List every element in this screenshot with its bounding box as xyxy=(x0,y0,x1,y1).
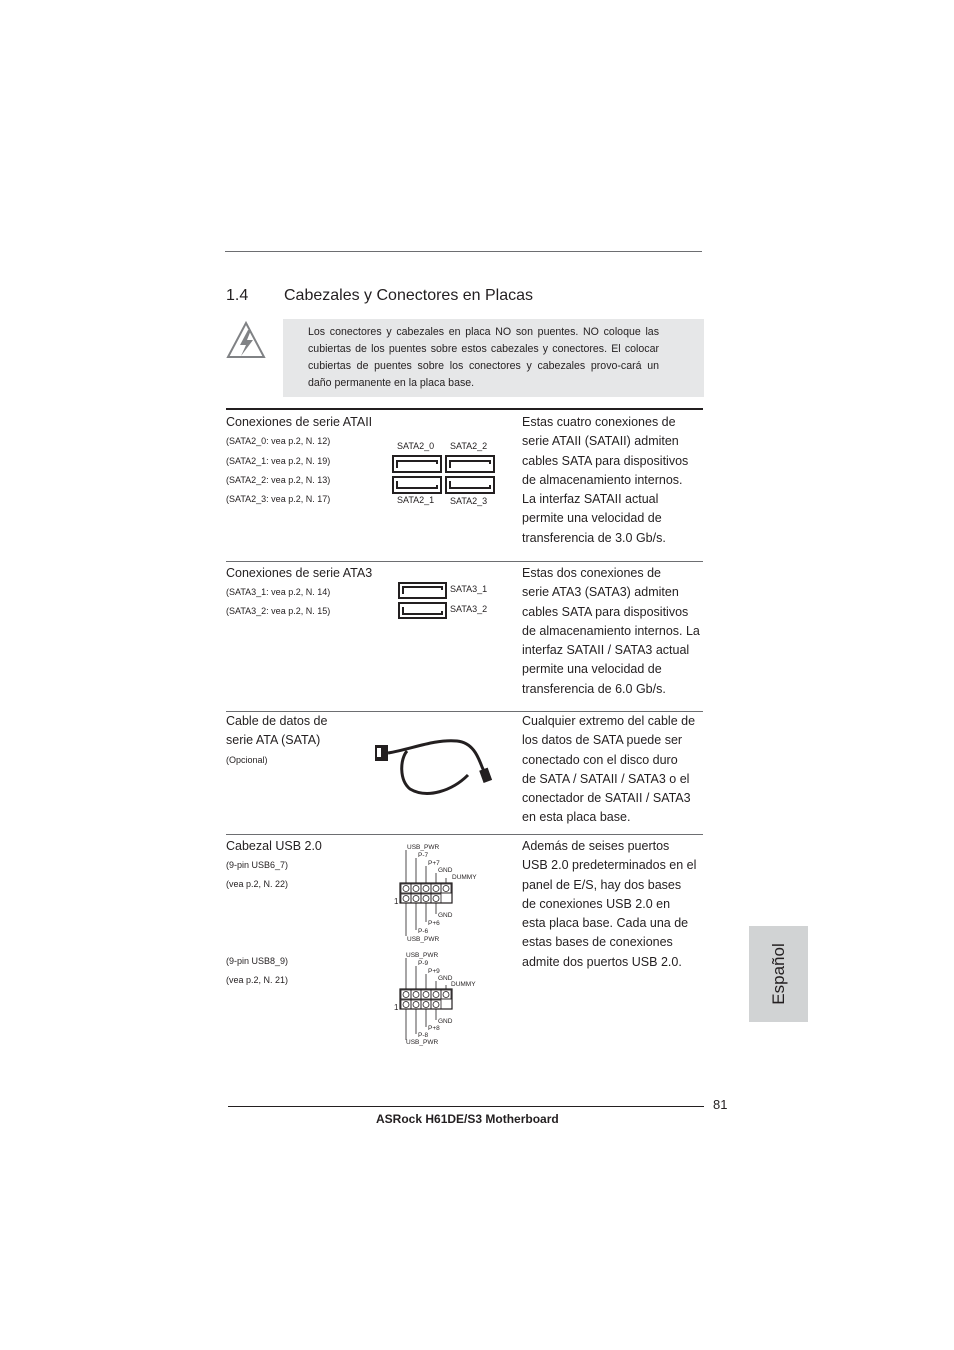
cable-description: Cualquier extremo del cable de los datos de SATA puede ser conectado con el disco duro de SATA / SATAII / SATA3 o el conectador de SATAII / SATA3 en esta placa base. xyxy=(522,714,696,825)
sata2-ref: (SATA2_0: vea p.2, N. 12) xyxy=(226,436,331,446)
section-divider xyxy=(226,408,703,410)
warning-triangle-icon xyxy=(226,320,266,360)
sata2-3-label: SATA2_3 xyxy=(450,496,488,506)
cable-note: (Opcional) xyxy=(226,755,268,765)
svg-text:DUMMY: DUMMY xyxy=(452,874,477,881)
sata2-1-label: SATA2_1 xyxy=(397,495,435,505)
sata2-0-label: SATA2_0 xyxy=(397,441,435,451)
sata3-2-label: SATA3_2 xyxy=(450,604,488,614)
sata2-2-label: SATA2_2 xyxy=(450,441,488,451)
sata2-ref: (SATA2_1: vea p.2, N. 19) xyxy=(226,456,331,466)
svg-text:GND: GND xyxy=(438,867,453,874)
footer-rule xyxy=(228,1106,704,1107)
svg-text:1: 1 xyxy=(394,897,399,906)
top-rule xyxy=(225,251,702,252)
svg-text:P+7: P+7 xyxy=(428,860,440,867)
sata2-connectors-diagram xyxy=(392,455,496,495)
svg-text:USB_PWR: USB_PWR xyxy=(406,1039,439,1046)
section-divider xyxy=(226,834,703,835)
svg-text:P-7: P-7 xyxy=(418,852,429,859)
usb-ref: (vea p.2, N. 22) xyxy=(226,879,289,889)
sata3-1-label: SATA3_1 xyxy=(450,584,488,594)
sata-port-icon xyxy=(399,603,446,618)
sata3-connectors-diagram xyxy=(398,582,448,620)
sata-port-icon xyxy=(446,477,494,493)
warning-text: Los conectores y cabezales en placa NO son puentes. NO coloque las cubiertas de los puentes sobre estos cabezales y conectores. El colocar cubiertas de puentes sobre los conectores y cabezales provo-cará un daño permanente en la placa base. xyxy=(308,326,659,389)
svg-text:USB_PWR: USB_PWR xyxy=(407,936,440,943)
svg-text:USB_PWR: USB_PWR xyxy=(406,952,439,959)
svg-text:1: 1 xyxy=(394,1003,399,1012)
svg-text:P-8: P-8 xyxy=(418,1032,429,1039)
language-side-tab xyxy=(749,926,808,1022)
svg-text:P-9: P-9 xyxy=(418,960,429,967)
usb-ref: (9-pin USB6_7) xyxy=(226,860,289,870)
cable-title: Cable de datos de serie ATA (SATA) xyxy=(226,714,328,748)
usb-ref: (vea p.2, N. 21) xyxy=(226,975,289,985)
svg-text:P+9: P+9 xyxy=(428,968,440,975)
sata2-ref: (SATA2_2: vea p.2, N. 13) xyxy=(226,475,331,485)
usb-header-diagram xyxy=(394,840,484,946)
sata3-ref: (SATA3_1: vea p.2, N. 14) xyxy=(226,587,331,597)
svg-text:P+8: P+8 xyxy=(428,1025,440,1032)
svg-text:USB_PWR: USB_PWR xyxy=(407,844,440,851)
sata-port-icon xyxy=(393,456,441,472)
page-number: 81 xyxy=(713,1097,728,1112)
svg-text:P-6: P-6 xyxy=(418,928,429,935)
sata-port-icon xyxy=(393,477,441,493)
usb-description: Además de seises puertos USB 2.0 predeterminados en el panel de E/S, hay dos bases de conexiones USB 2.0 en esta placa base. Cada una de estas bases de conexiones admite dos puertos USB 2.0. xyxy=(522,839,697,969)
svg-text:GND: GND xyxy=(438,975,453,982)
sata-port-icon xyxy=(446,456,494,472)
usb-title: Cabezal USB 2.0 xyxy=(226,839,322,853)
section-number: 1.4 xyxy=(226,287,249,304)
language-tab-label: Español xyxy=(768,943,788,1005)
sata2-ref: (SATA2_3: vea p.2, N. 17) xyxy=(226,494,331,504)
sata3-ref: (SATA3_2: vea p.2, N. 15) xyxy=(226,606,331,616)
footer-model: ASRock H61DE/S3 Motherboard xyxy=(376,1112,559,1126)
section-divider xyxy=(226,561,703,562)
svg-text:DUMMY: DUMMY xyxy=(451,981,476,988)
svg-text:P+6: P+6 xyxy=(428,920,440,927)
sata2-description: Estas cuatro conexiones de serie ATAII (SATAII) admiten cables SATA para dispositivos de almacenamiento internos. La interfaz SATAII actual permite una velocidad de transferencia de 3.0 Gb/s. xyxy=(522,415,689,545)
sata3-title: Conexiones de serie ATA3 xyxy=(226,566,373,580)
svg-text:GND: GND xyxy=(438,1018,453,1025)
svg-text:GND: GND xyxy=(438,912,453,919)
sata3-description: Estas dos conexiones de serie ATA3 (SATA3) admiten cables SATA para dispositivos de almacenamiento internos. La interfaz SATAII / SATA3 actual permite una velocidad de transferencia de 6.0 Gb/s. xyxy=(522,566,700,696)
sata2-title: Conexiones de serie ATAII xyxy=(226,415,373,429)
sata-cable-image xyxy=(372,735,496,797)
usb-header-diagram xyxy=(394,948,484,1048)
section-title: Cabezales y Conectores en Placas xyxy=(284,287,534,304)
sata-port-icon xyxy=(399,583,446,598)
usb-ref: (9-pin USB8_9) xyxy=(226,956,289,966)
